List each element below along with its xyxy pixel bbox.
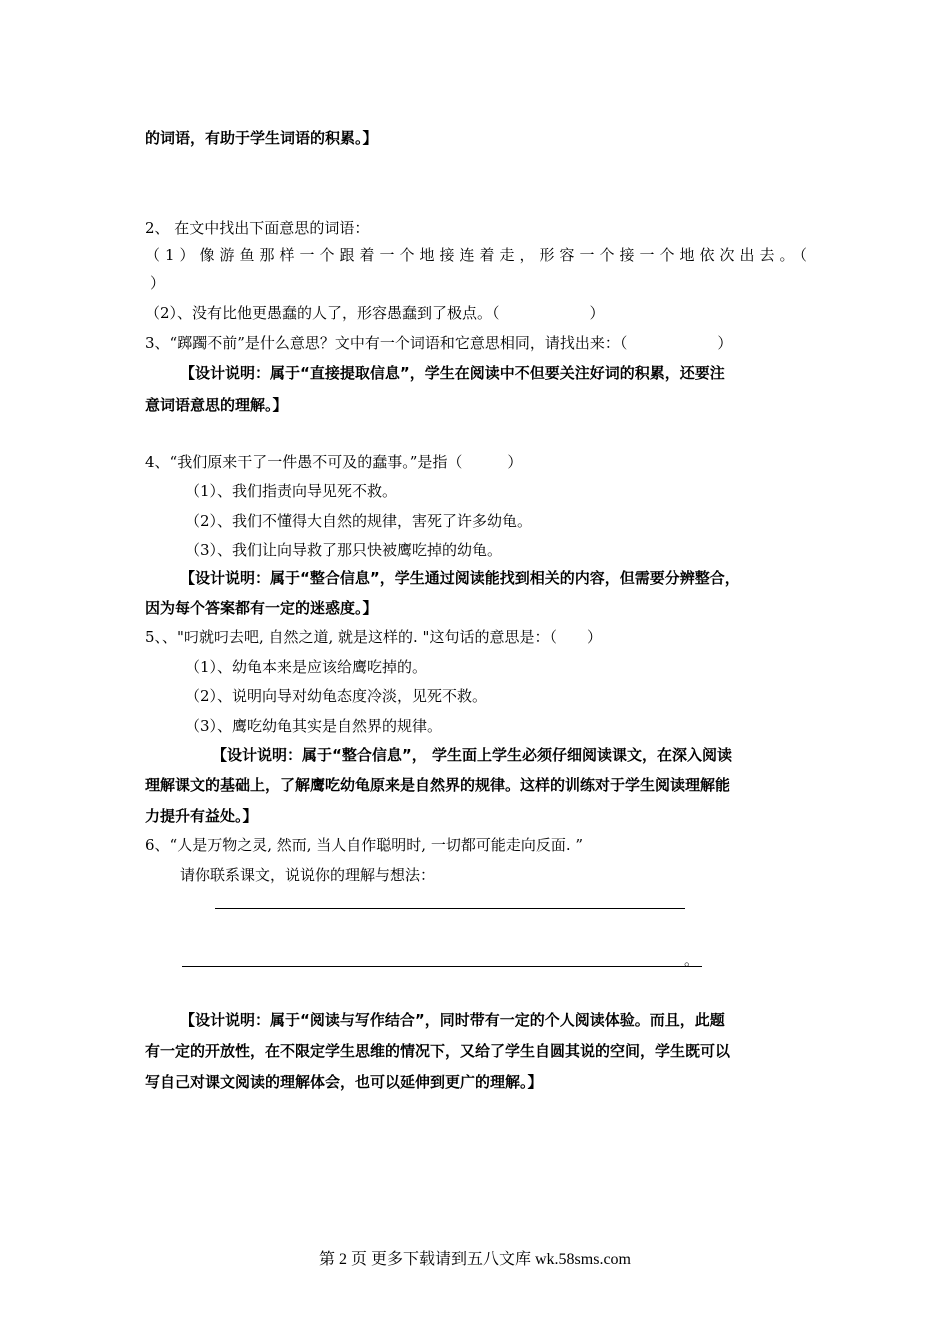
question-2-item-1: （1）像游鱼那样一个跟着一个地接连着走，形容一个接一个地依次出去。（ [145, 246, 813, 264]
question-6: 6、“人是万物之灵, 然而, 当人自作聪明时, 一切都可能走向反面. ” [145, 836, 584, 854]
design-note-5-line-3: 力提升有益处。】 [145, 807, 258, 825]
question-6-prompt: 请你联系课文，说说你的理解与想法： [180, 866, 436, 884]
question-2-item-2: （2）、没有比他更愚蠢的人了，形容愚蠢到了极点。（ ） [145, 304, 605, 322]
design-note-4-line-2: 因为每个答案都有一定的迷惑度。】 [145, 599, 378, 617]
answer-line-end-mark: 。 [684, 951, 700, 969]
answer-line-1[interactable] [215, 908, 685, 909]
design-note-3-line-1: 【设计说明：属于“直接提取信息”，学生在阅读中不但要关注好词的积累，还要注 [180, 364, 725, 382]
question-2-title: 2、 在文中找出下面意思的词语： [145, 219, 370, 237]
design-note-6-line-1: 【设计说明：属于“阅读与写作结合”，同时带有一定的个人阅读体验。而且，此题 [180, 1011, 725, 1029]
design-note-6-line-2: 有一定的开放性，在不限定学生思维的情况下，又给了学生自圆其说的空间，学生既可以 [145, 1042, 731, 1060]
design-note-3-line-2: 意词语意思的理解。】 [145, 396, 288, 414]
question-3: 3、“踯躅不前”是什么意思？文中有一个词语和它意思相同，请找出来：（ ） [145, 334, 733, 352]
design-note-6-line-3: 写自己对课文阅读的理解体会，也可以延伸到更广的理解。】 [145, 1073, 543, 1091]
question-4-option-2: （2）、我们不懂得大自然的规律，害死了许多幼龟。 [185, 512, 533, 530]
design-note-5-line-1: 【设计说明：属于“整合信息”， 学生面上学生必须仔细阅读课文，在深入阅读 [212, 746, 732, 764]
page-footer: 第 2 页 更多下载请到五八文库 wk.58sms.com [318, 1251, 631, 1268]
question-2-item-1-bracket: ） [150, 274, 166, 292]
design-note-4-line-1: 【设计说明：属于“整合信息”，学生通过阅读能找到相关的内容，但需要分辨整合， [180, 569, 740, 587]
design-note-5-line-2: 理解课文的基础上，了解鹰吃幼龟原来是自然界的规律。这样的训练对于学生阅读理解能 [145, 776, 731, 794]
question-5-option-2: （2）、说明向导对幼龟态度冷淡，见死不救。 [185, 687, 488, 705]
question-4: 4、“我们原来干了一件愚不可及的蠢事。”是指（ ） [145, 453, 523, 471]
question-4-option-1: （1）、我们指责向导见死不救。 [185, 482, 398, 500]
answer-line-2[interactable] [182, 966, 702, 967]
question-5-option-1: （1）、幼龟本来是应该给鹰吃掉的。 [185, 658, 428, 676]
question-4-option-3: （3）、我们让向导救了那只快被鹰吃掉的幼龟。 [185, 541, 503, 559]
design-note-continuation: 的词语，有助于学生词语的积累。】 [145, 129, 378, 147]
question-5-option-3: （3）、鹰吃幼龟其实是自然界的规律。 [185, 717, 443, 735]
question-5: 5、、"叼就叼去吧, 自然之道, 就是这样的. "这句话的意思是：（ ） [145, 628, 602, 646]
